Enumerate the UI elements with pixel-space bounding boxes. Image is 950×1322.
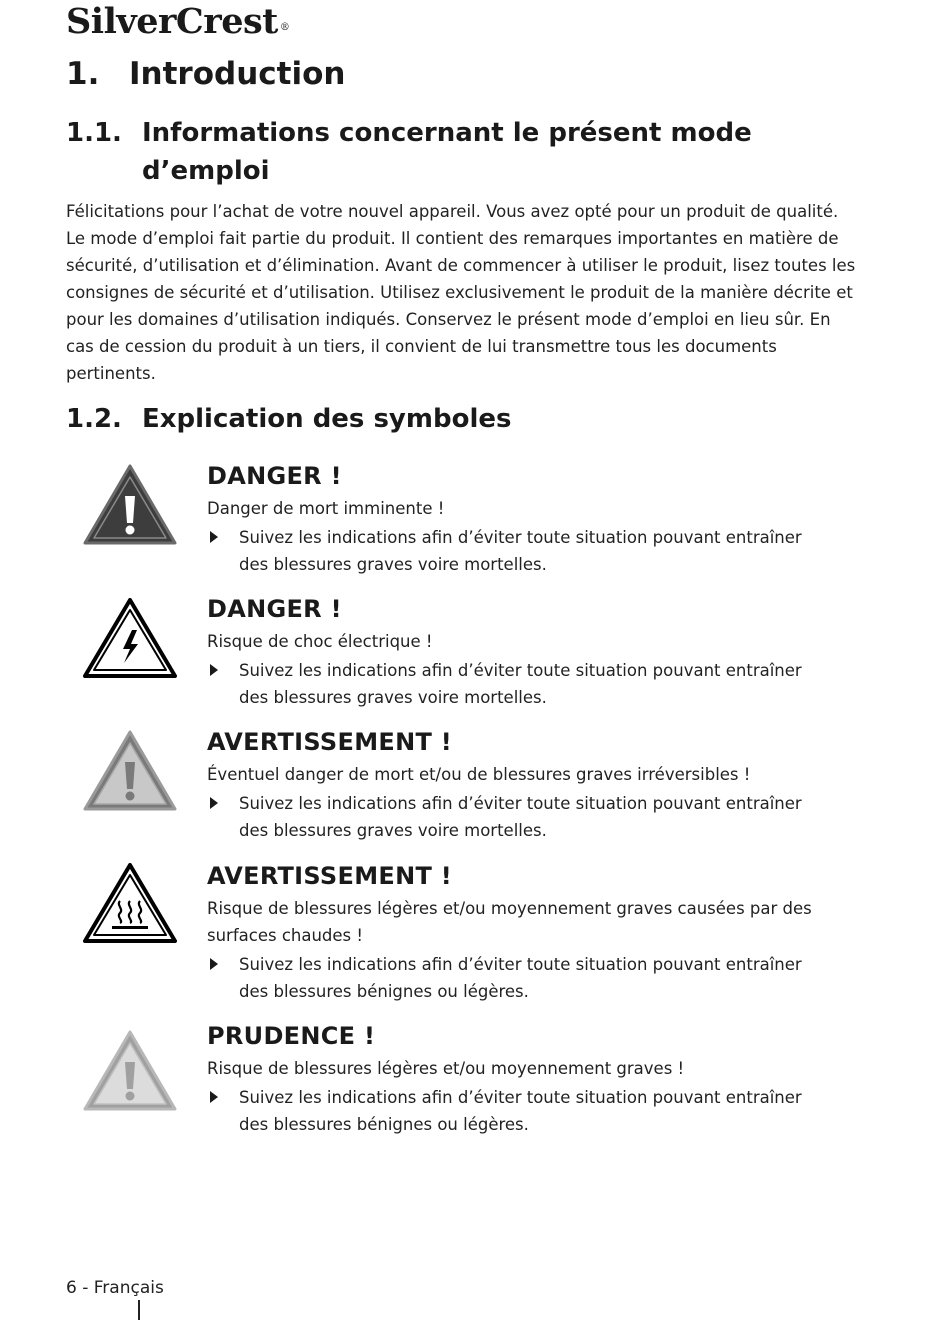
symbol-description: Risque de blessures légères et/ou moyennement graves causées par des surfaces chaudes ! — [207, 899, 812, 945]
symbol-instruction — [207, 524, 827, 578]
symbol-instruction — [207, 951, 827, 1005]
section-number: 1.2. — [66, 404, 122, 434]
symbol-instruction — [207, 790, 827, 844]
arrow-bullet-icon — [209, 957, 219, 971]
registered-mark: ® — [279, 22, 290, 33]
silvercrest-logo — [66, 2, 289, 42]
instruction-text: Suivez les indications afin d’éviter toute situation pouvant entraîner des blessures bénignes ou légères. — [239, 1088, 802, 1134]
arrow-bullet-icon — [209, 530, 219, 544]
symbol-instruction — [207, 657, 827, 711]
symbol-description: Risque de blessures légères et/ou moyennement graves ! — [207, 1059, 685, 1078]
intro-paragraph: Félicitations pour l’achat de votre nouvel appareil. Vous avez opté pour un produit de qualité. Le mode d’emploi fait partie du produit. Il contient des remarques importantes en matière de sécurité, d’utilisation et d’élimination. Avant de commencer à utiliser le produit, lisez toutes les consignes de sécurité et d’utilisation. Utilisez exclusivement le produit de la manière décrite et pour les domaines d’utilisation indiqués. Conservez le présent mode d’emploi en lieu sûr. En cas de cession du produit à un tiers, il convient de lui transmettre tous les documents pertinents. — [66, 202, 856, 383]
section-heading-manual-info — [66, 114, 806, 190]
section-number: 1.1. — [66, 118, 122, 148]
symbol-instruction — [207, 1084, 827, 1138]
symbol-title: AVERTISSEMENT ! — [207, 728, 453, 756]
symbol-description: Éventuel danger de mort et/ou de blessures graves irréversibles ! — [207, 765, 751, 784]
symbol-title: DANGER ! — [207, 595, 342, 623]
caution-triangle-icon — [82, 1029, 178, 1113]
page-footer: 6 - Français — [66, 1278, 164, 1298]
section-title: Explication des symboles — [142, 404, 512, 434]
arrow-bullet-icon — [209, 1090, 219, 1104]
footer-marker — [138, 1300, 140, 1320]
warning-triangle-icon — [82, 729, 178, 813]
danger-triangle-icon — [82, 463, 178, 547]
arrow-bullet-icon — [209, 663, 219, 677]
electric-shock-icon — [82, 596, 178, 680]
instruction-text: Suivez les indications afin d’éviter toute situation pouvant entraîner des blessures graves voire mortelles. — [239, 794, 802, 840]
instruction-text: Suivez les indications afin d’éviter toute situation pouvant entraîner des blessures graves voire mortelles. — [239, 661, 802, 707]
brand-name: SilverCrest — [66, 1, 278, 42]
section-title: Informations concernant le présent mode d’emploi — [142, 118, 752, 186]
symbol-title: DANGER ! — [207, 462, 342, 490]
instruction-text: Suivez les indications afin d’éviter toute situation pouvant entraîner des blessures bénignes ou légères. — [239, 955, 802, 1001]
chapter-heading — [66, 54, 345, 94]
symbol-title: PRUDENCE ! — [207, 1022, 376, 1050]
symbol-description: Risque de choc électrique ! — [207, 632, 433, 651]
instruction-text: Suivez les indications afin d’éviter toute situation pouvant entraîner des blessures graves voire mortelles. — [239, 528, 802, 574]
arrow-bullet-icon — [209, 796, 219, 810]
chapter-number: 1. — [66, 56, 100, 92]
section-heading-symbols — [66, 400, 806, 438]
hot-surface-icon — [82, 861, 178, 945]
chapter-title: Introduction — [129, 56, 346, 92]
symbol-description: Danger de mort imminente ! — [207, 499, 445, 518]
symbol-title: AVERTISSEMENT ! — [207, 862, 453, 890]
